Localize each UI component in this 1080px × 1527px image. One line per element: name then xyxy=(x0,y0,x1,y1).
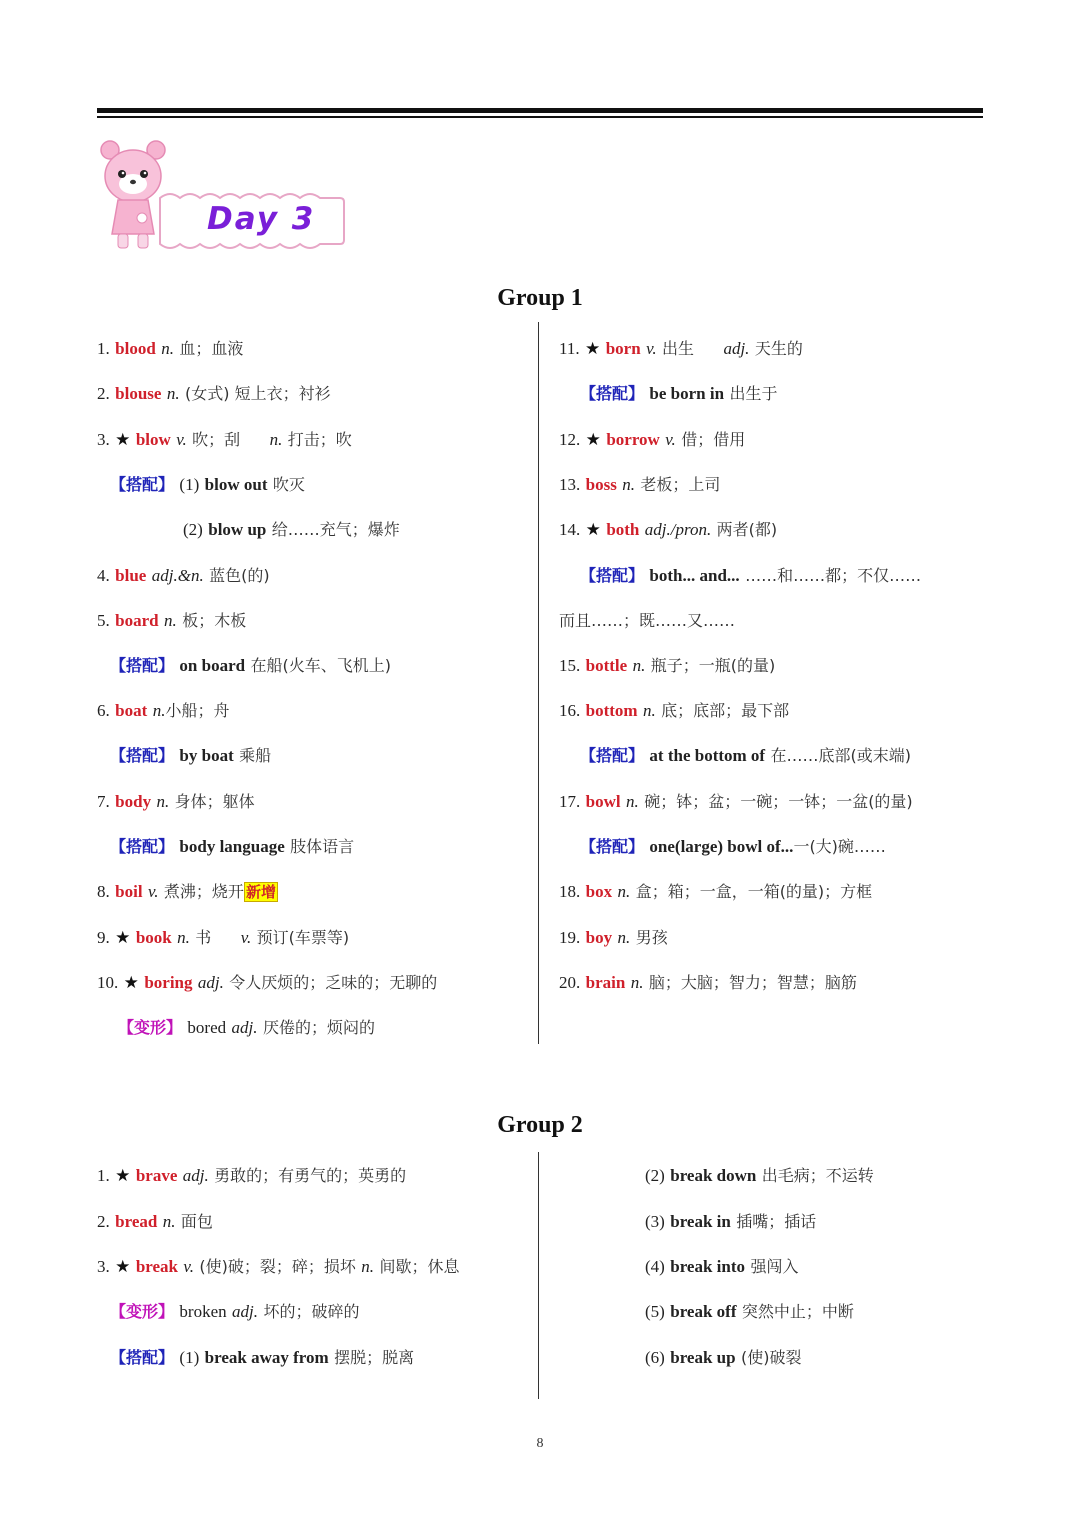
collocation-line: 【搭配】 (1) break away from 摆脱；脱离 xyxy=(110,1348,415,1367)
variant-line: 【变形】 bored adj. 厌倦的；烦闷的 xyxy=(118,1018,375,1037)
star-icon: ★ xyxy=(115,928,131,948)
vocab-entry: 19. boy n. 男孩 xyxy=(559,928,668,947)
vocab-entry: 10. ★ boring adj. 令人厌烦的；乏味的；无聊的 xyxy=(97,973,438,993)
group-1-column-divider xyxy=(538,322,539,1044)
group-2-column-divider xyxy=(538,1152,539,1399)
group-1-title: Group 1 xyxy=(497,285,583,311)
vocab-entry: 18. box n. 盒；箱；一盒，一箱(的量)；方框 xyxy=(559,882,873,901)
header-rule-thick xyxy=(97,108,983,113)
collocation-line: 【搭配】 (1) blow out 吹灭 xyxy=(110,475,305,494)
vocab-entry: 12. ★ borrow v. 借；借用 xyxy=(559,430,746,450)
collocation-line: 【搭配】 by boat 乘船 xyxy=(110,746,272,765)
header-rule-thin xyxy=(97,116,983,118)
bear-mascot-illustration xyxy=(100,138,350,256)
vocab-entry: 2. blouse n. (女式) 短上衣；衬衫 xyxy=(97,384,331,403)
collocation-line: (6) break up (使)破裂 xyxy=(645,1348,802,1367)
page-number: 8 xyxy=(536,1436,544,1451)
vocab-entry: 11. ★ born v. 出生 adj. 天生的 xyxy=(559,339,803,359)
vocab-entry: 7. body n. 身体；躯体 xyxy=(97,792,255,811)
star-icon: ★ xyxy=(585,339,601,359)
group-2-title: Group 2 xyxy=(497,1112,583,1138)
day-title: Day 3 xyxy=(207,201,316,237)
vocab-entry: 20. brain n. 脑；大脑；智力；智慧；脑筋 xyxy=(559,973,857,992)
star-icon: ★ xyxy=(115,1166,131,1186)
vocab-entry: 13. boss n. 老板；上司 xyxy=(559,475,721,494)
day-banner xyxy=(100,138,350,256)
collocation-line: (2) break down 出毛病；不运转 xyxy=(645,1166,874,1185)
vocab-entry: 3. ★ blow v. 吹；刮 n. 打击；吹 xyxy=(97,430,352,450)
star-icon: ★ xyxy=(585,430,601,450)
collocation-line: 【搭配】 be born in 出生于 xyxy=(580,384,778,403)
collocation-line: 【搭配】 body language 肢体语言 xyxy=(110,837,355,856)
collocation-line: 【搭配】 one(large) bowl of...一(大)碗…… xyxy=(580,837,886,856)
collocation-line: (4) break into 强闯入 xyxy=(645,1257,799,1276)
star-icon: ★ xyxy=(123,973,139,993)
collocation-line: 【搭配】 at the bottom of 在……底部(或末端) xyxy=(580,746,911,765)
vocab-entry: 2. bread n. 面包 xyxy=(97,1212,213,1231)
vocab-entry: 9. ★ book n. 书 v. 预订(车票等) xyxy=(97,928,350,948)
vocab-entry: 1. blood n. 血；血液 xyxy=(97,339,244,358)
vocab-entry: 3. ★ break v. (使)破；裂；碎；损坏 n. 间歇；休息 xyxy=(97,1257,460,1277)
variant-line: 【变形】 broken adj. 坏的；破碎的 xyxy=(110,1302,360,1321)
vocab-entry: 15. bottle n. 瓶子；一瓶(的量) xyxy=(559,656,776,675)
vocab-entry: 4. blue adj.&n. 蓝色(的) xyxy=(97,566,270,585)
new-badge: 新增 xyxy=(245,883,276,901)
collocation-line: (5) break off 突然中止；中断 xyxy=(645,1302,854,1321)
star-icon: ★ xyxy=(115,1257,131,1277)
collocation-continuation: 而且……；既……又…… xyxy=(559,611,736,630)
vocab-entry: 5. board n. 板；木板 xyxy=(97,611,247,630)
star-icon: ★ xyxy=(115,430,131,450)
star-icon: ★ xyxy=(585,520,601,540)
collocation-line: (3) break in 插嘴；插话 xyxy=(645,1212,817,1231)
vocab-entry: 16. bottom n. 底；底部；最下部 xyxy=(559,701,790,720)
vocab-entry: 8. boil v. 煮沸；烧开 新增 xyxy=(97,882,276,901)
vocab-entry: 1. ★ brave adj. 勇敢的；有勇气的；英勇的 xyxy=(97,1166,407,1186)
collocation-line: 【搭配】 both... and... ……和……都；不仅…… xyxy=(580,566,922,585)
vocab-entry: 6. boat n.小船；舟 xyxy=(97,701,230,720)
vocab-entry: 14. ★ both adj./pron. 两者(都) xyxy=(559,520,778,540)
collocation-line: 【搭配】 on board 在船(火车、飞机上) xyxy=(110,656,391,675)
collocation-line: (2) blow up 给……充气；爆炸 xyxy=(183,520,400,539)
vocab-entry: 17. bowl n. 碗；钵；盆；一碗；一钵；一盆(的量) xyxy=(559,792,913,811)
